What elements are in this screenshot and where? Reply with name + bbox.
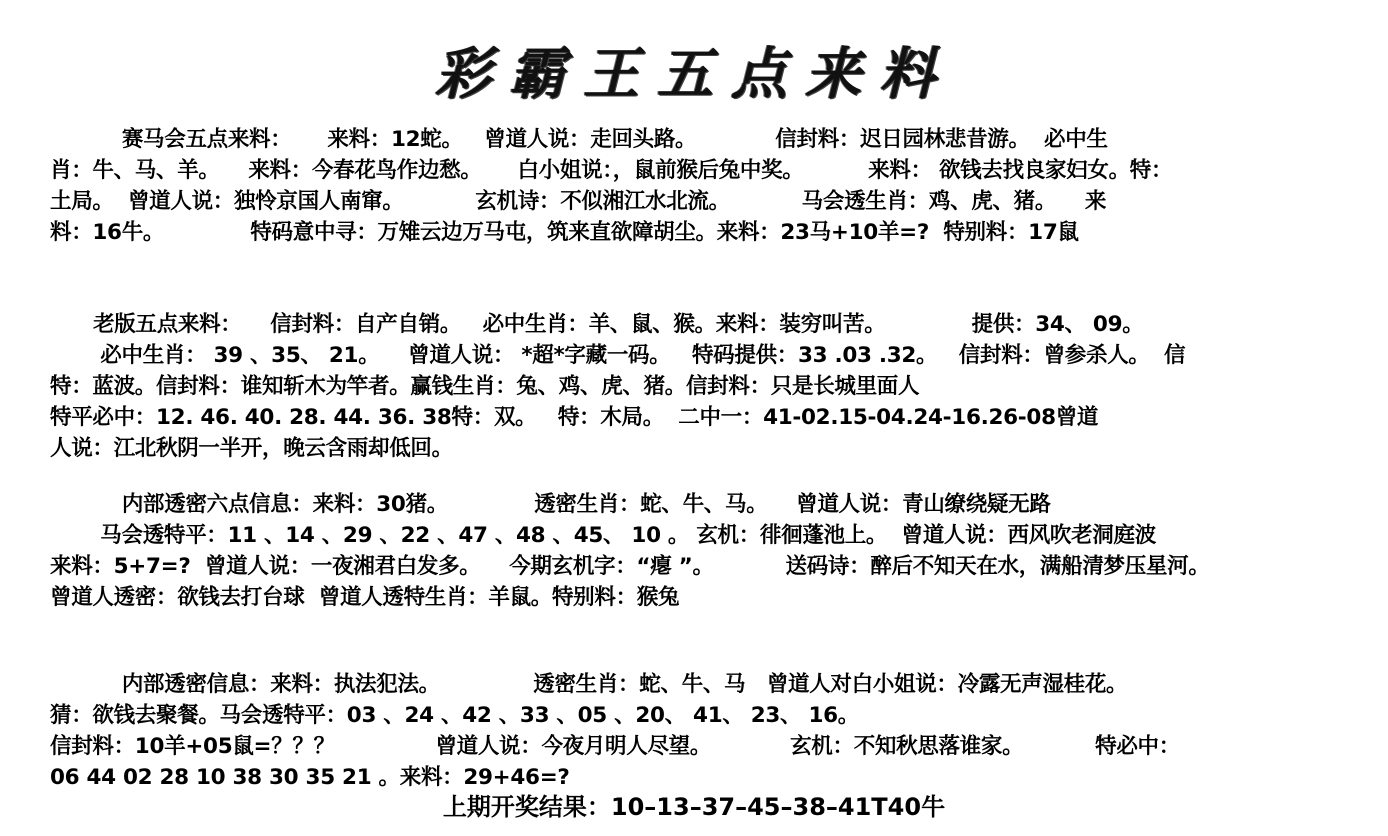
section3-line2: 马会透特平：11 、14 、29 、22 、47 、48 、45、 10 。 玄机：徘徊蓬池上。 曾道人说：西风吹老洞庭波	[50, 523, 1156, 548]
page-title: 彩霸王五点来料	[435, 41, 953, 107]
section3-line3: 来料：5+7=? 曾道人说：一夜湘君白发多。 今期玄机字：“瘪 ”。 送码诗：醉后不知天在水，满船清梦压星河。	[50, 554, 1210, 579]
section4-line4: 06 44 02 28 10 38 30 35 21 。来料：29+46=?	[50, 765, 570, 790]
section1-line3: 土局。 曾道人说：独怜京国人南窜。 玄机诗：不似湘江水北流。 马会透生肖：鸡、虎、猪。 来	[50, 189, 1107, 214]
section1-line2: 肖：牛、马、羊。 来料：今春花鸟作边愁。 白小姐说：，鼠前猴后兔中奖。 来料： 欲钱去找良家妇女。特：	[50, 158, 1173, 183]
section4-line1: 内部透密信息：来料：执法犯法。 透密生肖：蛇、牛、马 曾道人对白小姐说：冷露无声湿桂花。	[50, 672, 1128, 697]
section2-line1: 老版五点来料： 信封料：自产自销。 必中生肖：羊、鼠、猴。来料：装穷叫苦。 提供：34、 09。	[50, 312, 1144, 337]
section1-line1: 赛马会五点来料： 来料：12蛇。 曾道人说：走回头路。 信封料：迟日园林悲昔游。 必中生	[50, 127, 1108, 152]
section4-line3: 信封料：10羊+05鼠=？？？ 曾道人说：今夜月明人尽望。 玄机：不知秋思落谁家。 特必中：	[50, 734, 1180, 759]
section2-line2: 必中生肖： 39 、35、 21。 曾道人说： *超*字藏一码。 特码提供：33 .03 .32。 信封料：曾参杀人。 信	[50, 343, 1186, 368]
section2-line3: 特：蓝波。信封料：谁知斩木为竿者。赢钱生肖：兔、鸡、虎、猪。信封料：只是长城里面人	[50, 374, 920, 399]
section3-line4: 曾道人透密：欲钱去打台球 曾道人透特生肖：羊鼠。特别料：猴兔	[50, 585, 680, 610]
section1-line4: 料：16牛。 特码意中寻：万雉云边万马屯，筑来直欲障胡尘。来料：23马+10羊=? 特别料：17鼠	[50, 220, 1079, 245]
section2-line4: 特平必中：12. 46. 40. 28. 44. 36. 38特：双。 特：木局。 二中一：41-02.15-04.24-16.26-08曾道	[50, 405, 1099, 430]
section4-line2: 猜：欲钱去聚餐。马会透特平：03 、24 、42 、33 、05 、20、 41、 23、 16。	[50, 703, 859, 728]
section3-line1: 内部透密六点信息：来料：30猪。 透密生肖：蛇、牛、马。 曾道人说：青山缭绕疑无路	[50, 492, 1051, 517]
last-draw-result: 上期开奖结果：10–13–37–45–38–41T40牛	[442, 793, 946, 821]
section2-line5: 人说：江北秋阴一半开，晚云含雨却低回。	[50, 436, 453, 461]
